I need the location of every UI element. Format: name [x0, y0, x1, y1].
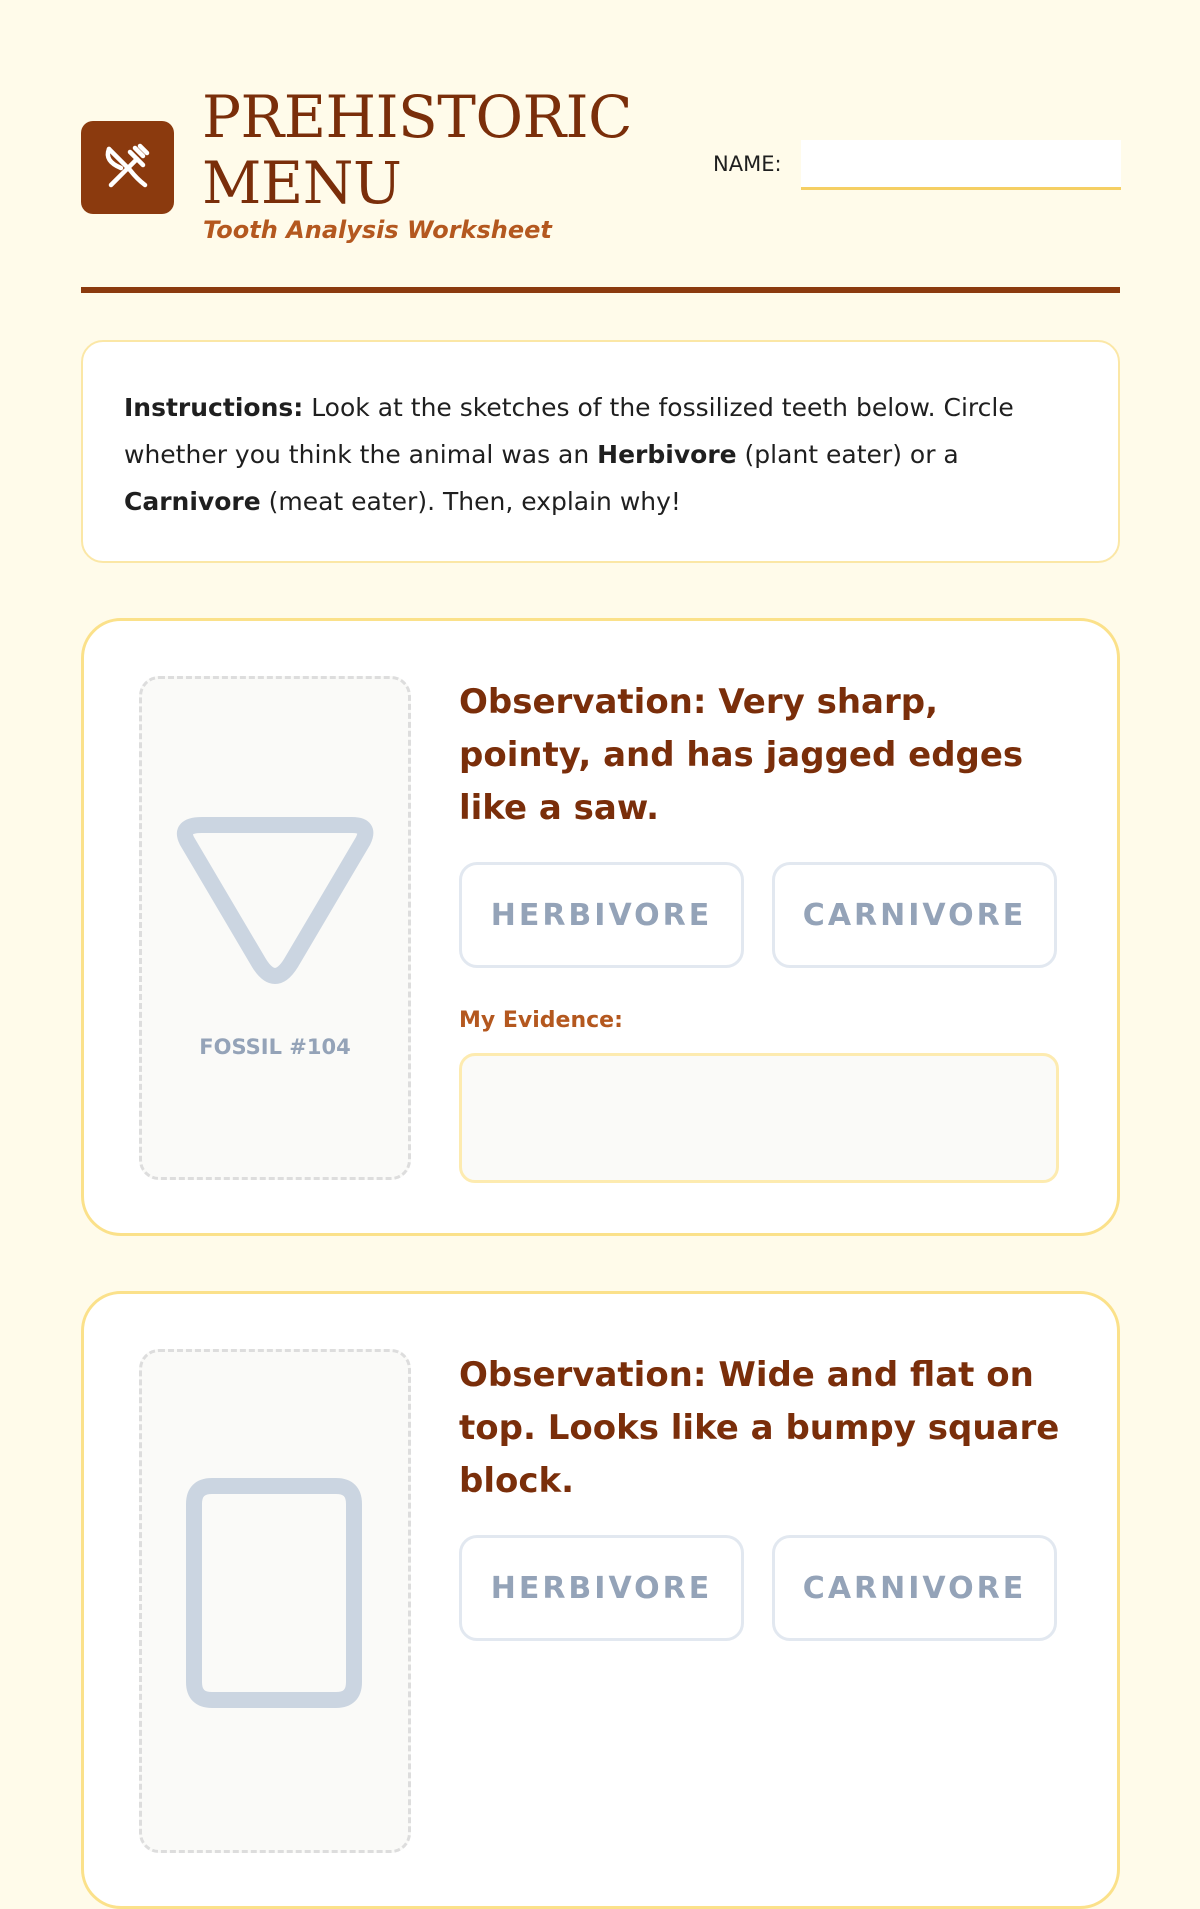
- fossil-card: [81, 1291, 1120, 1909]
- tooth-sketch-panel: [139, 676, 411, 1180]
- carnivore-option-button[interactable]: CARNIVORE: [772, 1535, 1057, 1641]
- herbivore-option-button[interactable]: HERBIVORE: [459, 862, 744, 968]
- carnivore-option-button[interactable]: CARNIVORE: [772, 862, 1057, 968]
- fossil-card: [81, 618, 1120, 1236]
- instructions-text: (plant eater) or a: [736, 440, 959, 469]
- herbivore-option-button[interactable]: HERBIVORE: [459, 1535, 744, 1641]
- instructions-lead: Instructions:: [124, 393, 304, 422]
- name-label: NAME:: [713, 152, 782, 176]
- evidence-field[interactable]: [459, 1053, 1059, 1183]
- name-field[interactable]: [801, 140, 1121, 190]
- triangle-tooth-icon: [142, 679, 408, 1177]
- utensils-crossed-icon: [99, 139, 156, 196]
- observation-text: Observation: Wide and flat on top. Looks like a bumpy square block.: [459, 1355, 1060, 1501]
- evidence-label: My Evidence:: [459, 1008, 623, 1033]
- instructions-herbivore-term: Herbivore: [597, 440, 737, 469]
- instructions-text: Look at the sketches of the fossilized teeth below. Circle whether you think the animal was an: [124, 393, 1014, 469]
- instructions-carnivore-term: Carnivore: [124, 487, 261, 516]
- worksheet-header: [81, 0, 1120, 293]
- observation-text: Observation: Very sharp, pointy, and has jagged edges like a saw.: [459, 682, 1024, 828]
- page-subtitle: Tooth Analysis Worksheet: [203, 216, 552, 244]
- tooth-sketch-panel: [139, 1349, 411, 1853]
- page-title: PREHISTORIC MENU: [202, 83, 632, 217]
- instructions-text: (meat eater). Then, explain why!: [260, 487, 681, 516]
- square-tooth-icon: [142, 1352, 408, 1850]
- instructions-box: [81, 340, 1120, 563]
- logo-badge: [81, 121, 174, 214]
- worksheet-page: [81, 0, 1120, 1606]
- fossil-label: FOSSIL #104: [199, 1035, 351, 1059]
